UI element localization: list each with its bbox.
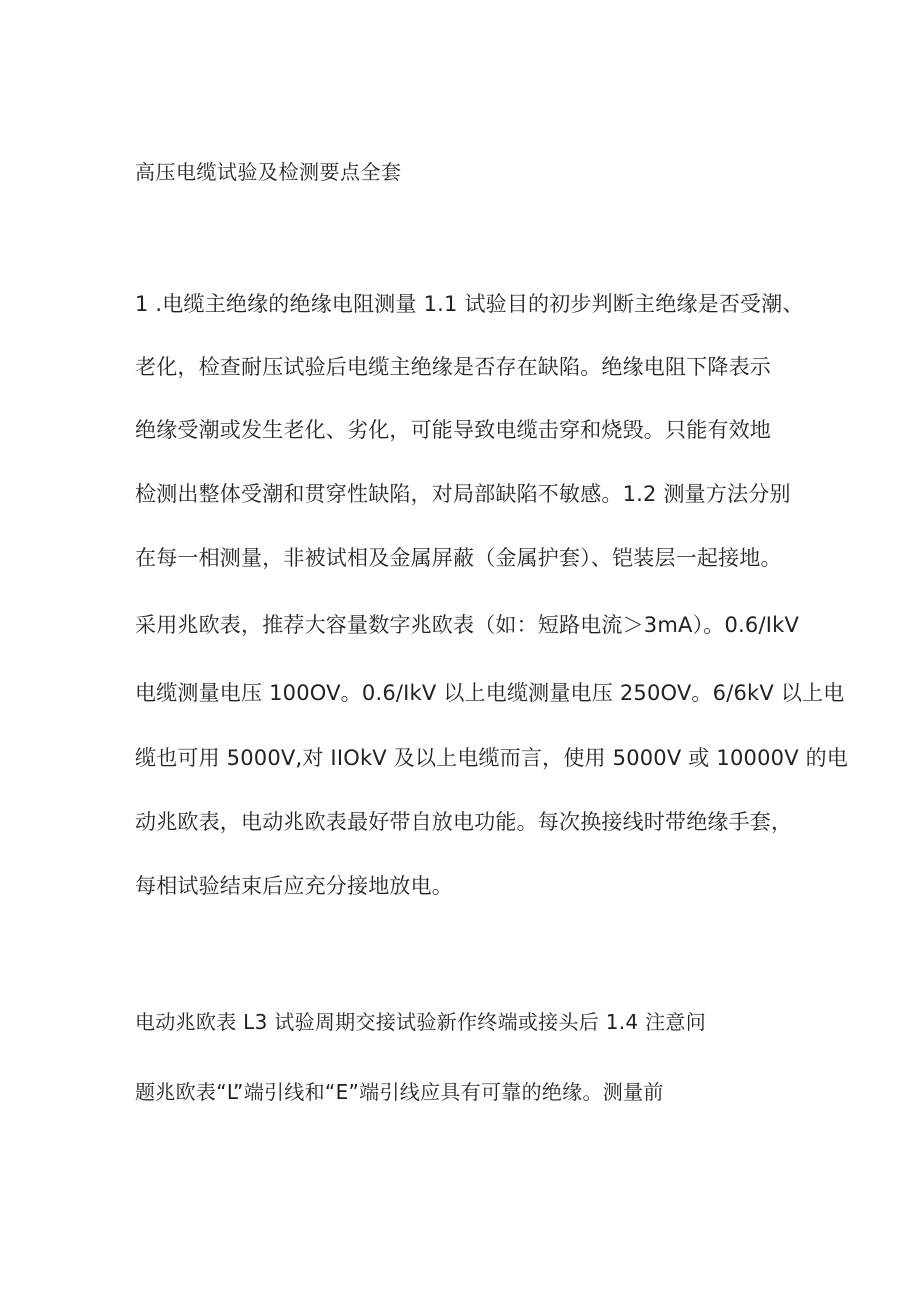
- paragraph1-line-2: 老化，检查耐压试验后电缆主绝缘是否存在缺陷。绝缘电阻下降表示: [135, 355, 771, 379]
- paragraph1-line-10: 每相试验结束后应充分接地放电。: [135, 874, 453, 898]
- paragraph1-line-5: 在每一相测量，非被试相及金属屏蔽（金属护套）、铠装层一起接地。: [135, 546, 782, 570]
- paragraph1-line-4: 检测出整体受潮和贯穿性缺陷，对局部缺陷不敏感。1.2 测量方法分别: [135, 482, 791, 506]
- paragraph1-line-8: 缆也可用 5000V,对 IIOkV 及以上电缆而言，使用 5000V 或 10000V 的电: [135, 746, 849, 770]
- paragraph2-line-2: 题兆欧表“L”端引线和“E”端引线应具有可靠的绝缘。测量前: [135, 1080, 664, 1104]
- document-title: 高压电缆试验及检测要点全套: [135, 160, 402, 184]
- paragraph1-line-6: 采用兆欧表，推荐大容量数字兆欧表（如：短路电流＞3mA）。0.6/IkV: [135, 613, 800, 637]
- paragraph1-line-3: 绝缘受潮或发生老化、劣化，可能导致电缆击穿和烧毁。只能有效地: [135, 418, 771, 442]
- paragraph1-line-9: 动兆欧表，电动兆欧表最好带自放电功能。每次换接线时带绝缘手套，: [135, 810, 793, 834]
- paragraph2-line-1: 电动兆欧表 L3 试验周期交接试验新作终端或接头后 1.4 注意问: [135, 1010, 707, 1034]
- paragraph1-line-1: 1 .电缆主绝缘的绝缘电阻测量 1.1 试验目的初步判断主绝缘是否受潮、: [135, 292, 804, 316]
- paragraph1-line-7: 电缆测量电压 100OV。0.6/IkV 以上电缆测量电压 250OV。6/6kV 以上电: [135, 681, 845, 705]
